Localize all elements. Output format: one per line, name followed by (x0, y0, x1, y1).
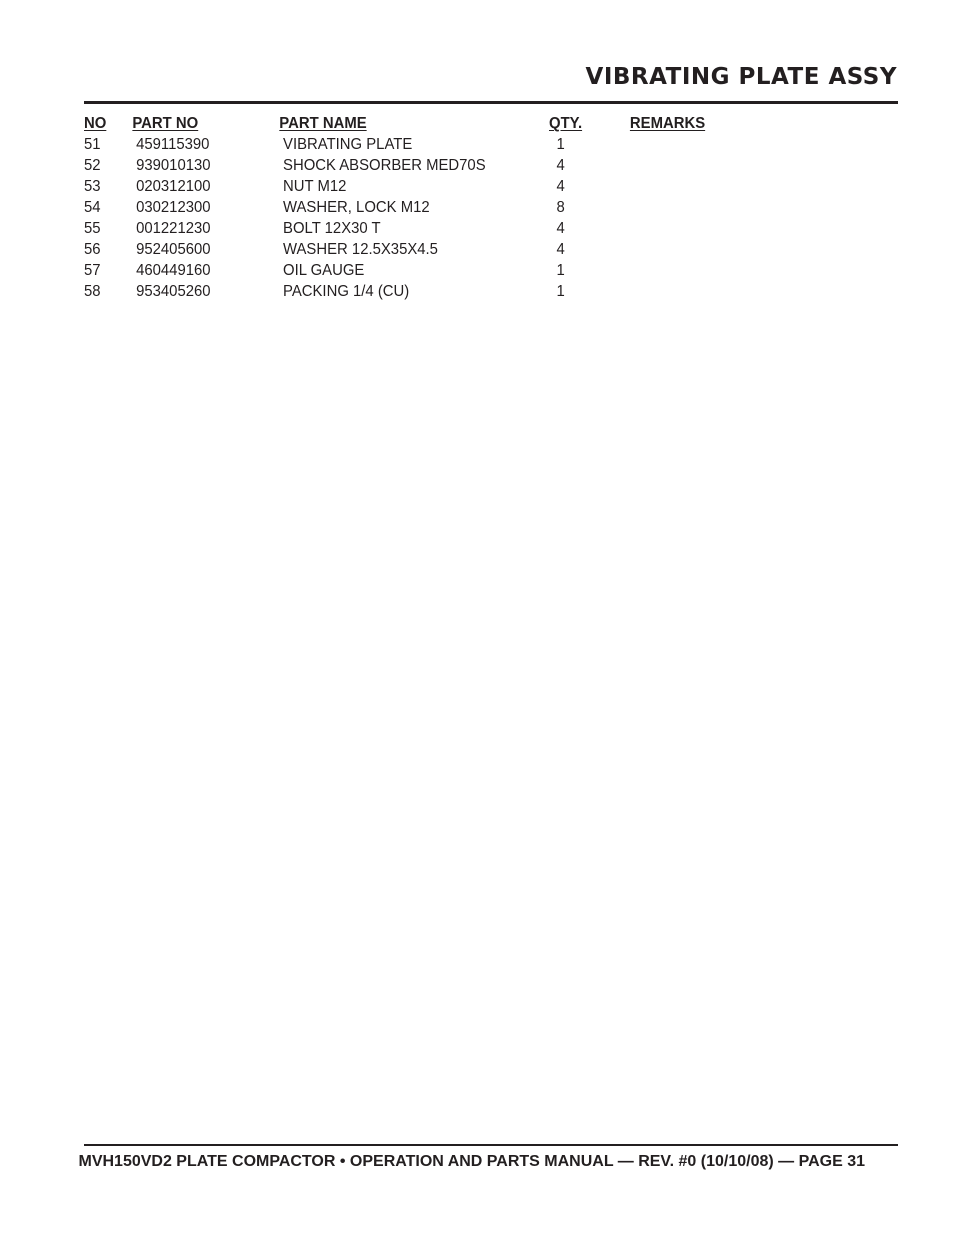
cell-qty: 1 (556, 136, 565, 153)
cell-no: 52 (84, 157, 101, 174)
cell-no: 53 (84, 178, 101, 195)
cell-part-name: BOLT 12X30 T (283, 220, 381, 237)
table-header-row (84, 114, 735, 135)
cell-no: 55 (84, 220, 101, 237)
parts-table (84, 114, 784, 303)
cell-qty: 4 (556, 178, 565, 195)
cell-qty: 1 (556, 262, 565, 279)
cell-part-no: 459115390 (136, 136, 210, 153)
cell-part-no: 460449160 (136, 262, 211, 279)
cell-part-name: OIL GAUGE (283, 262, 365, 279)
cell-no: 58 (84, 283, 101, 300)
column-header-qty: QTY. (549, 115, 583, 132)
cell-qty: 1 (556, 283, 565, 300)
table-row (84, 261, 735, 282)
cell-part-name: WASHER 12.5X35X4.5 (283, 241, 438, 258)
column-header-part-no: PART NO (132, 115, 199, 132)
cell-part-no: 952405600 (136, 241, 211, 258)
cell-part-no: 953405260 (136, 283, 211, 300)
cell-qty: 4 (556, 241, 565, 258)
cell-qty: 8 (556, 199, 565, 216)
cell-part-no: 030212300 (136, 199, 211, 216)
table-row (84, 219, 735, 240)
table-row (84, 198, 735, 219)
cell-no: 56 (84, 241, 101, 258)
cell-part-name: WASHER, LOCK M12 (283, 199, 430, 216)
column-header-no: NO (84, 115, 107, 132)
table-row (84, 240, 735, 261)
cell-qty: 4 (556, 220, 565, 237)
column-header-remarks: REMARKS (629, 115, 706, 132)
cell-no: 51 (84, 136, 101, 153)
table-row (84, 156, 735, 177)
page-title: VIBRATING PLATE ASSY (585, 64, 897, 90)
cell-part-no: 001221230 (136, 220, 211, 237)
table-row (84, 282, 735, 303)
cell-part-no: 939010130 (136, 157, 211, 174)
page-footer: MVH150VD2 PLATE COMPACTOR • OPERATION AND PARTS MANUAL — REV. #0 (10/10/08) — PAGE 31 (78, 1153, 865, 1170)
cell-part-name: NUT M12 (283, 178, 347, 195)
table-row (84, 135, 735, 156)
table-row (84, 177, 735, 198)
cell-no: 57 (84, 262, 101, 279)
footer-divider (84, 1144, 898, 1146)
cell-part-no: 020312100 (136, 178, 211, 195)
cell-no: 54 (84, 199, 101, 216)
cell-part-name: VIBRATING PLATE (283, 136, 413, 153)
column-header-part-name: PART NAME (279, 115, 367, 132)
cell-qty: 4 (556, 157, 565, 174)
title-divider (84, 101, 898, 104)
cell-part-name: PACKING 1/4 (CU) (283, 283, 410, 300)
cell-part-name: SHOCK ABSORBER MED70S (283, 157, 486, 174)
